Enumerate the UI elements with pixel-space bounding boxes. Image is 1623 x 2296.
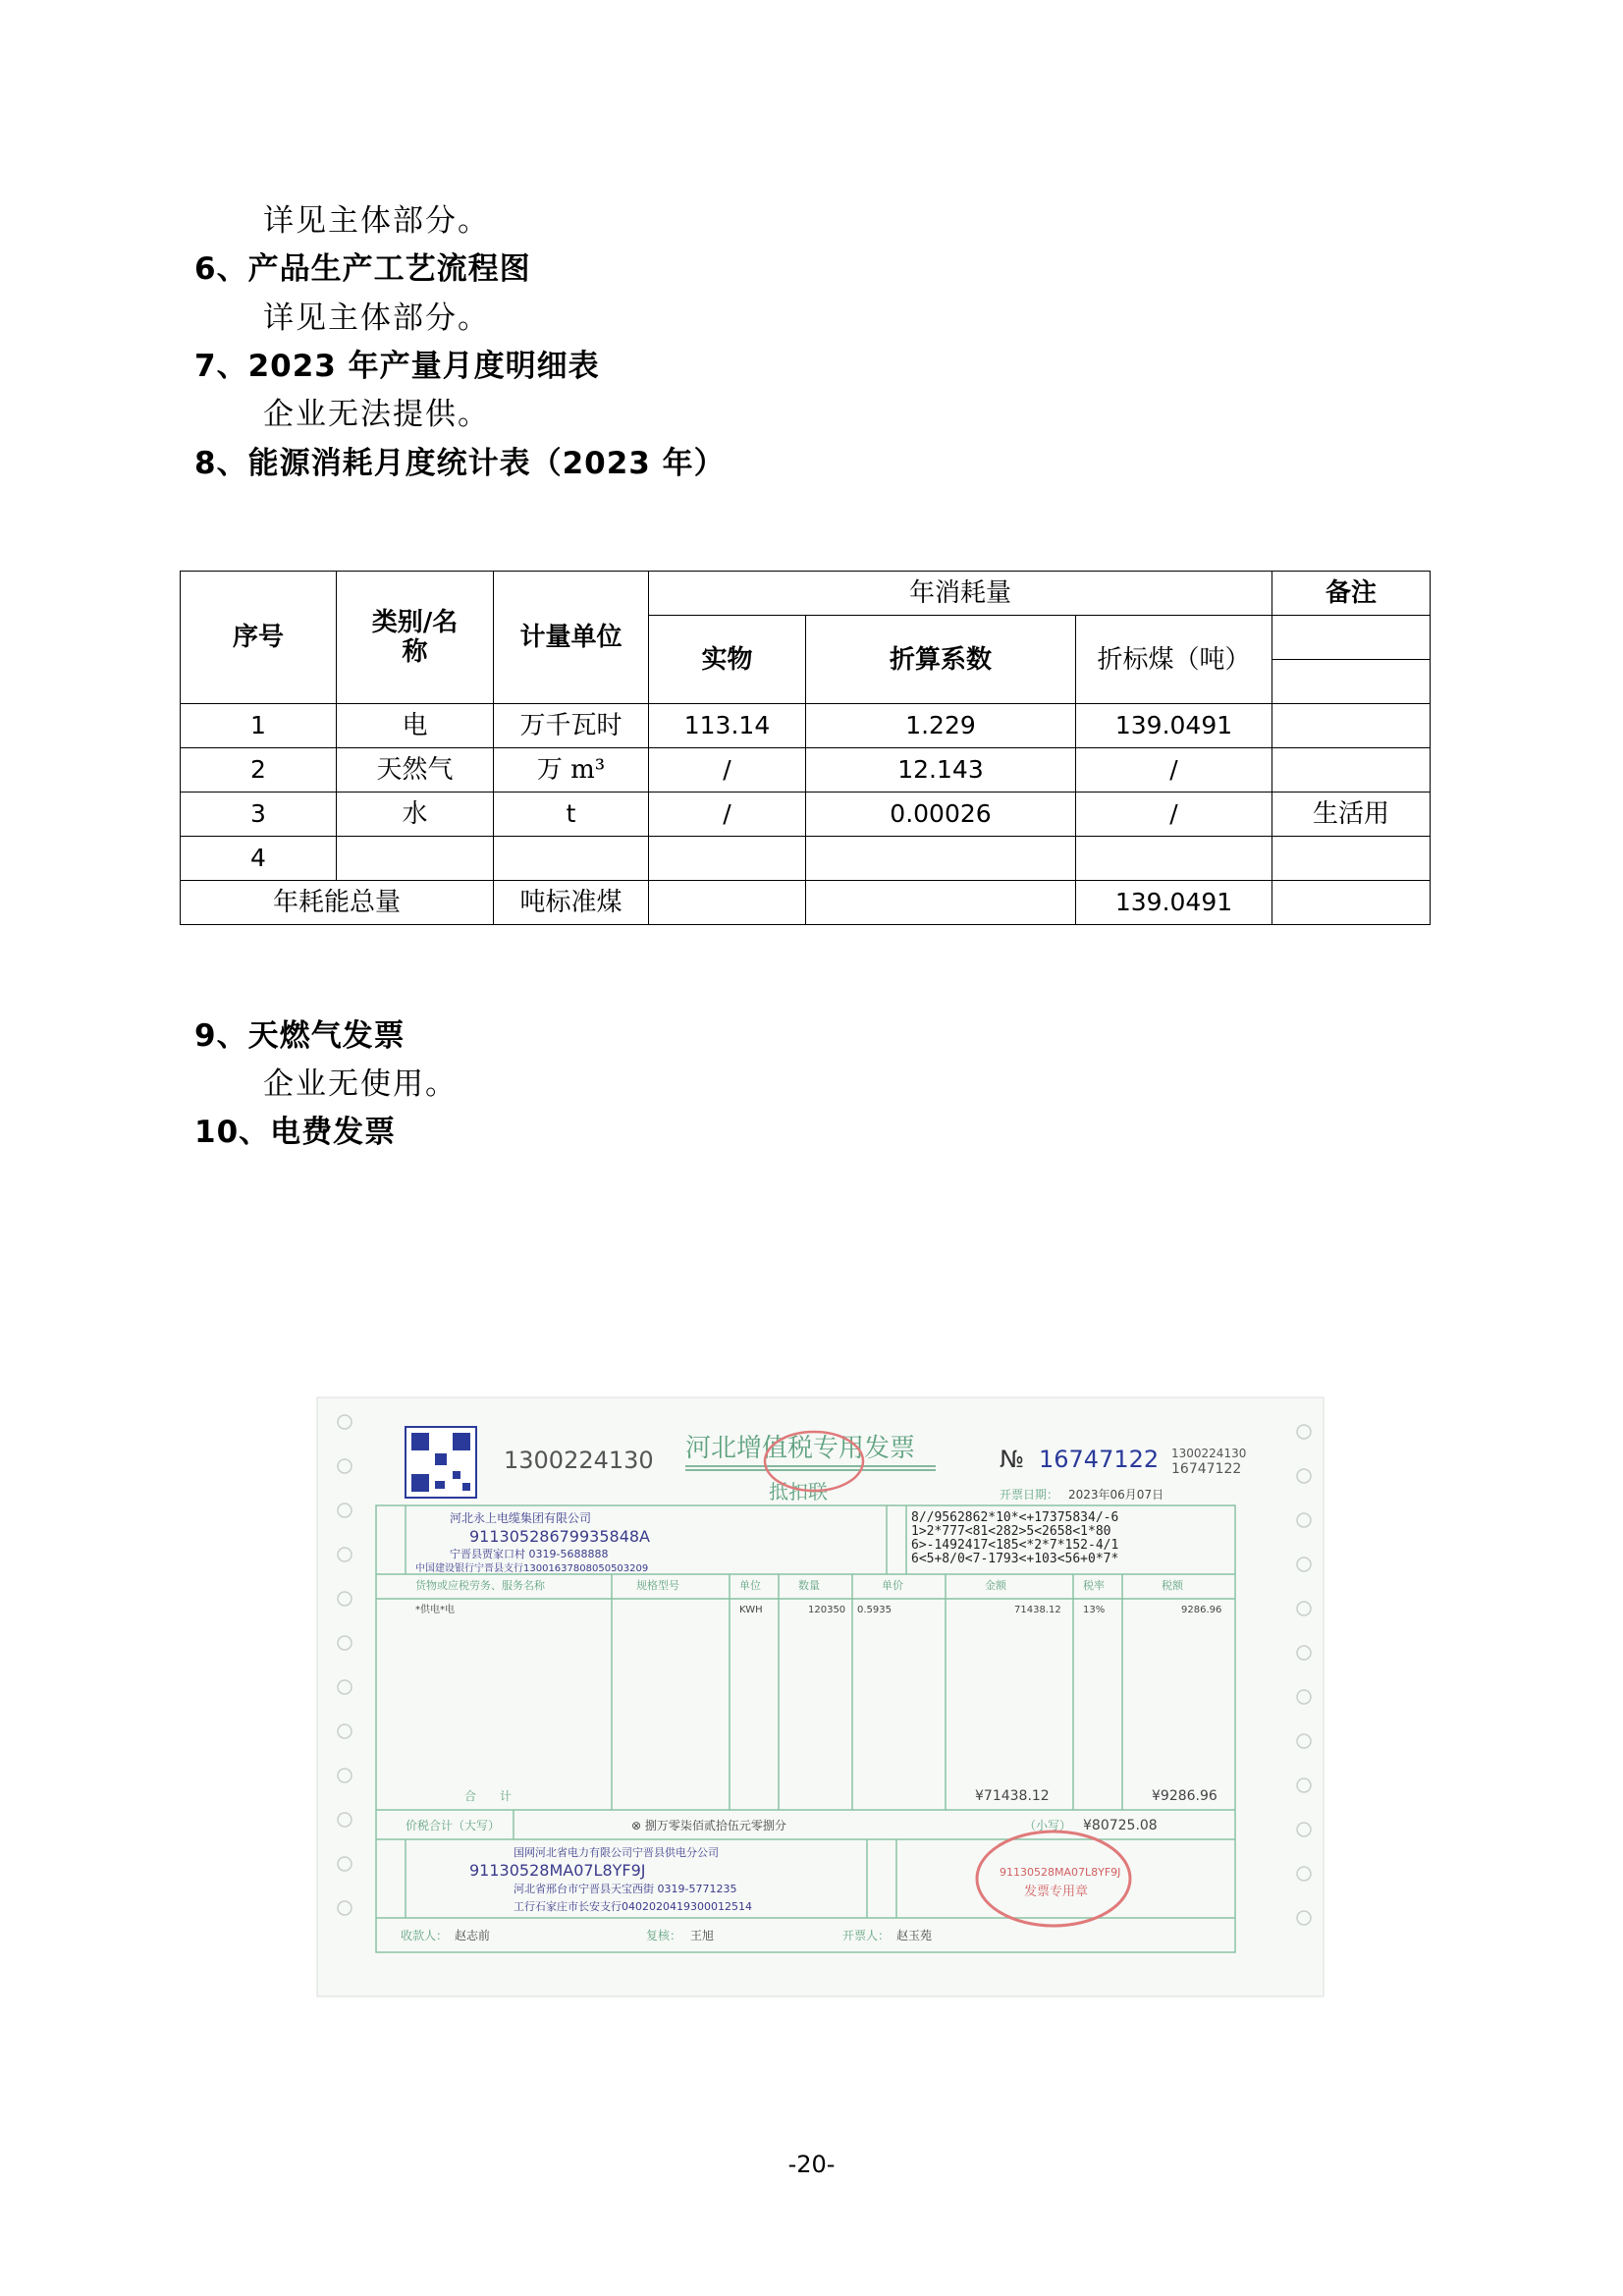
invoice-no-symbol: №: [1000, 1446, 1024, 1473]
cell-physical: /: [649, 793, 806, 837]
invoice-copy: 抵扣联: [769, 1480, 828, 1503]
cell-seq: 3: [181, 793, 337, 837]
col-spec: 规格型号: [636, 1579, 679, 1592]
payee: 赵志前: [455, 1929, 491, 1942]
cell-unit: [494, 837, 649, 881]
cell-seq: 1: [181, 704, 337, 748]
cell-factor: 0.00026: [806, 793, 1076, 837]
cell-unit: t: [494, 793, 649, 837]
total-tax: ¥9286.96: [1152, 1788, 1217, 1804]
col-goods: 货物或应税劳务、服务名称: [415, 1579, 545, 1592]
heading-energy-table: 8、能源消耗月度统计表（2023 年）: [194, 446, 726, 481]
item-rate: 13%: [1083, 1605, 1106, 1615]
col-rate: 税率: [1083, 1579, 1105, 1592]
text-line: 企业无使用。: [263, 1066, 458, 1102]
grand-small: ¥80725.08: [1083, 1818, 1158, 1833]
header-factor: 折算系数: [806, 616, 1076, 704]
item-amount: 71438.12: [1014, 1605, 1061, 1615]
item-name: *供电*电: [415, 1605, 455, 1615]
col-qty: 数量: [798, 1579, 820, 1592]
buyer-name: 河北永上电缆集团有限公司: [450, 1511, 592, 1525]
cell-blank: [1272, 881, 1431, 925]
cell-blank: [806, 881, 1076, 925]
cell-total-unit: 吨标准煤: [494, 881, 649, 925]
item-qty: 120350: [808, 1605, 846, 1615]
invoice-code-small: 1300224130: [1171, 1447, 1247, 1460]
payee-label: 收款人：: [401, 1929, 449, 1942]
cell-coal: /: [1076, 748, 1272, 793]
header-remark: 备注: [1272, 572, 1431, 616]
svg-text:发票专用章: 发票专用章: [1024, 1885, 1089, 1899]
seller-bank: 工行石家庄市长安支行0402020419300012514: [514, 1900, 752, 1913]
seller-address: 河北省邢台市宁晋县天宝西街 0319-5771235: [514, 1883, 737, 1895]
date-label: 开票日期：: [1000, 1488, 1059, 1502]
heading-process-flow: 6、产品生产工艺流程图: [194, 251, 531, 287]
cell-factor: 1.229: [806, 704, 1076, 748]
invoice-number-small: 16747122: [1171, 1461, 1242, 1477]
table-row: [181, 704, 1431, 748]
table-row-total: [181, 881, 1431, 925]
cell-name: 天然气: [337, 748, 494, 793]
invoice-date: 2023年06月07日: [1068, 1488, 1164, 1502]
cipher-line: 6>-1492417<185<*2*7*152-4/1: [911, 1538, 1119, 1553]
cipher-line: 8//9562862*10*<+17375834/-6: [911, 1510, 1119, 1525]
cipher-line: 1>2*777<81<282>5<2658<1*80: [911, 1524, 1111, 1539]
cell-remark: [1272, 748, 1431, 793]
grand-small-label: （小写）: [1024, 1819, 1072, 1832]
cell-seq: 2: [181, 748, 337, 793]
buyer-bank: 中国建设银行宁晋县支行13001637808050503209: [415, 1563, 649, 1574]
cell-factor: 12.143: [806, 748, 1076, 793]
item-tax: 9286.96: [1181, 1605, 1222, 1615]
cell-seq: 4: [181, 837, 337, 881]
reviewer-label: 复核：: [646, 1929, 682, 1942]
col-amount: 金额: [985, 1579, 1006, 1592]
col-price: 单价: [882, 1579, 903, 1592]
table-row: [181, 748, 1431, 793]
cell-physical: [649, 837, 806, 881]
header-coal: 折标煤（吨）: [1076, 616, 1272, 704]
item-price: 0.5935: [857, 1605, 892, 1615]
table-row: [181, 837, 1431, 881]
col-unit: 单位: [739, 1579, 761, 1592]
cell-factor: [806, 837, 1076, 881]
cell-blank: [649, 881, 806, 925]
seller-tax-id: 91130528MA07L8YF9J: [469, 1861, 646, 1880]
total-label: 合 计: [464, 1789, 513, 1803]
cell-remark: [1272, 704, 1431, 748]
electricity-invoice-image: [307, 1393, 1338, 2001]
total-amount: ¥71438.12: [975, 1788, 1050, 1804]
header-category: 类别/名称: [337, 572, 494, 704]
heading-gas-invoice: 9、天燃气发票: [194, 1018, 406, 1054]
cell-unit: 万千瓦时: [494, 704, 649, 748]
cell-total-label: 年耗能总量: [181, 881, 494, 925]
qr-code-icon: [406, 1427, 476, 1498]
cell-coal: [1076, 837, 1272, 881]
header-remark-blank: [1272, 616, 1431, 660]
cell-coal: /: [1076, 793, 1272, 837]
cell-remark: [1272, 837, 1431, 881]
invoice-number: 16747122: [1039, 1446, 1160, 1473]
reviewer: 王旭: [690, 1929, 715, 1942]
buyer-tax-id: 91130528679935848A: [469, 1527, 650, 1546]
cell-name: 水: [337, 793, 494, 837]
seller-name: 国网河北省电力有限公司宁晋县供电分公司: [514, 1846, 719, 1859]
cell-physical: 113.14: [649, 704, 806, 748]
heading-electricity-invoice: 10、电费发票: [194, 1115, 397, 1150]
drawer-label: 开票人：: [842, 1929, 891, 1942]
page-number: -20-: [787, 2151, 836, 2178]
col-tax: 税额: [1162, 1579, 1183, 1592]
drawer: 赵玉苑: [896, 1929, 933, 1942]
cell-name: [337, 837, 494, 881]
grand-words: ⊗ 捌万零柒佰贰拾伍元零捌分: [631, 1819, 786, 1832]
cell-physical: /: [649, 748, 806, 793]
energy-consumption-table: [180, 571, 1431, 925]
item-unit: KWH: [739, 1605, 763, 1615]
header-annual: 年消耗量: [649, 572, 1272, 616]
header-unit: 计量单位: [494, 572, 649, 704]
invoice-code: 1300224130: [504, 1447, 654, 1474]
buyer-address: 宁晋县贾家口村 0319-5688888: [450, 1548, 609, 1560]
text-line: 企业无法提供。: [263, 397, 490, 432]
table-row: [181, 793, 1431, 837]
cell-remark: 生活用: [1272, 793, 1431, 837]
text-line: 详见主体部分。: [263, 203, 490, 239]
svg-text:91130528MA07L8YF9J: 91130528MA07L8YF9J: [1000, 1866, 1121, 1879]
header-remark-blank: [1272, 660, 1431, 704]
cipher-line: 6<5+8/0<7-1793<+103<56+0*7*: [911, 1552, 1119, 1566]
cell-coal: 139.0491: [1076, 704, 1272, 748]
cell-name: 电: [337, 704, 494, 748]
text-line: 详见主体部分。: [263, 301, 490, 336]
header-physical: 实物: [649, 616, 806, 704]
grand-label: 价税合计（大写）: [406, 1819, 501, 1832]
header-seq: 序号: [181, 572, 337, 704]
cell-total-coal: 139.0491: [1076, 881, 1272, 925]
heading-output-monthly: 7、2023 年产量月度明细表: [194, 349, 600, 384]
invoice-title: 河北增值税专用发票: [685, 1434, 916, 1463]
cell-unit: 万 m³: [494, 748, 649, 793]
